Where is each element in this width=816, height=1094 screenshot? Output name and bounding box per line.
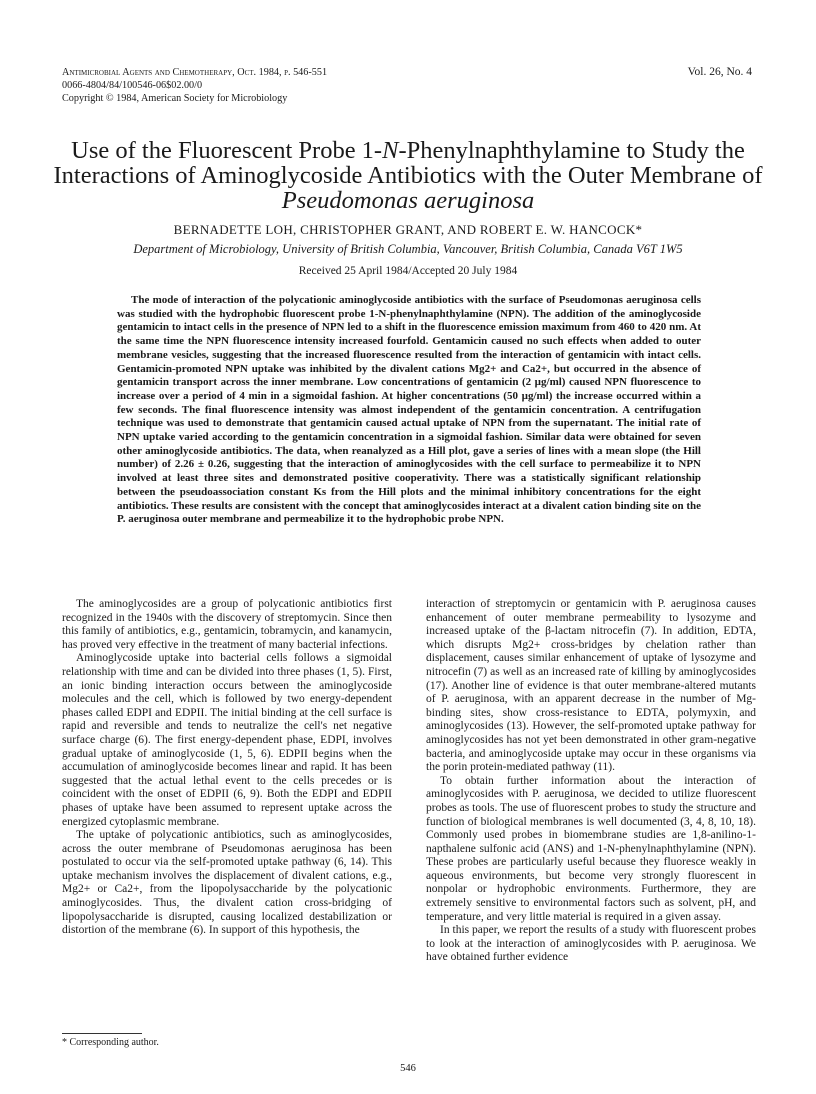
article-title bbox=[40, 138, 776, 213]
footnote: * Corresponding author. bbox=[62, 1037, 159, 1048]
body-paragraph: In this paper, we report the results of a study with fluorescent probes to look at the interaction of aminoglycosides with P. aeruginosa. We have obtained further evidence bbox=[426, 924, 756, 964]
body-paragraph: The uptake of polycationic antibiotics, such as aminoglycosides, across the outer membrane of Pseudomonas aeruginosa has been postulated to occur via the self-promoted uptake pathway (6, 14). This uptake mechanism involves the displacement of divalent cations, e.g., Mg2+ or Ca2+, from the lipopolysaccharide by the polycationic aminoglycosides. Thus, the divalent cation cross-bridging of lipopolysaccharide is disrupted, causing localized destabilization or distortion of the membrane (6). In support of this hypothesis, the bbox=[62, 829, 392, 937]
title-organism: Pseudomonas aeruginosa bbox=[281, 187, 535, 214]
body-paragraph: The aminoglycosides are a group of polycationic antibiotics first recognized in the 1940s with the discovery of streptomycin. Since then this family of antibiotics, e.g., gentamicin, tobramycin, and kanamycin, has proved very effective in the treatment of many bacterial infections. bbox=[62, 598, 392, 651]
footnote-divider bbox=[62, 1033, 142, 1034]
body-paragraph: To obtain further information about the interaction of aminoglycosides with P. aeruginosa, we decided to utilize fluorescent probes as tools. The use of fluorescent probes to study the structure and function of biological membranes is well documented (3, 4, 8, 10, 18). Commonly used probes in biomembrane studies are 1,8-anilino-1-napthalene sulfonic acid (ANS) and 1-N-phenylnaphthylamine (NPN). These probes are particularly useful because they fluoresce weakly in aqueous environments, but become very strongly fluorescent in nonpolar or hydrophobic environments. Furthermore, they are extremely sensitive to environmental factors such as solvent, pH, and temperature, and very little material is required in a given assay. bbox=[426, 774, 756, 923]
copyright-line: Copyright © 1984, American Society for Microbiology bbox=[62, 93, 288, 104]
body-column-left bbox=[62, 598, 392, 1016]
title-part-1-italic: N bbox=[382, 137, 399, 164]
article-code: 0066-4804/84/100546-06$02.00/0 bbox=[62, 80, 203, 91]
author-affiliation: Department of Microbiology, University of British Columbia, Vancouver, British Columbia, Canada V6T 1W5 bbox=[133, 242, 683, 256]
author-list: BERNADETTE LOH, CHRISTOPHER GRANT, AND ROBERT E. W. HANCOCK* bbox=[173, 222, 643, 237]
title-part-1: Use of the Fluorescent Probe 1- bbox=[71, 137, 383, 164]
page-number: 546 bbox=[400, 1063, 416, 1074]
received-dates: Received 25 April 1984/Accepted 20 July 1984 bbox=[298, 265, 518, 277]
body-column-right bbox=[426, 598, 756, 1044]
body-paragraph: interaction of streptomycin or gentamicin with P. aeruginosa causes enhancement of outer membrane permeability to lysozyme and increased uptake of the β-lactam nitrocefin (7). In addition, EDTA, which disrupts Mg2+ cross-bridges by chelation rather than displacement, causes similar enhancement of uptake of lysozyme and nitrocefin (7) as well as an increased rate of killing by aminoglycosides (17). Another line of evidence is that outer membrane-altered mutants of P. aeruginosa, with an apparent decrease in the number of Mg-binding sites, show cross-resistance to EDTA, polymyxin, and aminoglycosides (13). However, the self-promoted uptake pathway for aminoglycosides has not yet been demonstrated in other gram-negative bacteria, and aminoglycoside uptake may occur in these organisms via the porin protein-mediated pathway (11). bbox=[426, 598, 756, 774]
volume-number: Vol. 26, No. 4 bbox=[687, 66, 752, 78]
abstract: The mode of interaction of the polycationic aminoglycoside antibiotics with the surface of Pseudomonas aeruginosa cells was studied with the hydrophobic fluorescent probe 1-N-phenylnaphthylamine (NPN). The addition of the aminoglycoside gentamicin to intact cells in the presence of NPN led to a shift in the fluorescence emission maximum from 460 to 420 nm. At the same time the NPN fluorescence intensity increased fourfold. Gentamicin caused no such effects when added to outer membrane vesicles, suggesting that the increased fluorescence resulted from the interaction of gentamicin with intact cells. Gentamicin-promoted NPN uptake was inhibited by the divalent cations Mg2+ and Ca2+, but occurred in the absence of gentamicin transport across the inner membrane. Low concentrations of gentamicin (2 µg/ml) caused NPN fluorescence to increase over a period of 4 min in a sigmoidal fashion. At higher concentrations (50 µg/ml) the increase occurred within a few seconds. The final fluorescence intensity was almost independent of the gentamicin concentration. A centrifugation technique was used to demonstrate that gentamicin caused actual uptake of NPN from the supernatant. The initial rate of NPN uptake varied according to the gentamicin concentration in a sigmoidal fashion. Similar data were obtained for seven other aminoglycoside antibiotics. The data, when reanalyzed as a Hill plot, gave a series of lines with a mean slope (the Hill number) of 2.26 ± 0.26, suggesting that the interaction of aminoglycosides with the cell surface to permeabilize it to NPN involved at least three sites and demonstrated positive cooperativity. There was a statistically significant relationship between the pseudoassociation constant Ks from the Hill plots and the minimal inhibitory concentrations for the eight antibiotics. These results are consistent with the concept that aminoglycosides interact at a divalent cation binding site on the P. aeruginosa outer membrane and permeabilize it to the hydrophobic probe NPN. bbox=[117, 294, 701, 526]
journal-citation: Antimicrobial Agents and Chemotherapy, Oct. 1984, p. 546-551 bbox=[62, 67, 328, 78]
journal-masthead bbox=[62, 66, 752, 105]
body-paragraph: Aminoglycoside uptake into bacterial cells follows a sigmoidal relationship with time and can be divided into three phases (1, 5). First, an ionic binding interaction occurs between the aminoglycoside molecules and the cell, which is followed by two energy-dependent phases called EDPI and EDPII. The initial binding at the cell surface is rapid and reversible and tends to neutralize the cell's net negative surface charge (6). The first energy-dependent phase, EDPI, involves gradual uptake of aminoglycoside (1, 5, 6). EDPII begins when the accumulation of aminoglycoside becomes linear and rapid. It has been suggested that the actual lethal event to the cells precedes or is coincident with the onset of EDPII (6, 9). Both the EDPI and EDPII phases of uptake have been assumed to represent uptake across the energized cytoplasmic membrane. bbox=[62, 652, 392, 828]
title-part-2: -Phenylnaphthylamine to Study the Interactions of Aminoglycoside Antibiotics with the Outer Membrane of bbox=[53, 137, 763, 189]
